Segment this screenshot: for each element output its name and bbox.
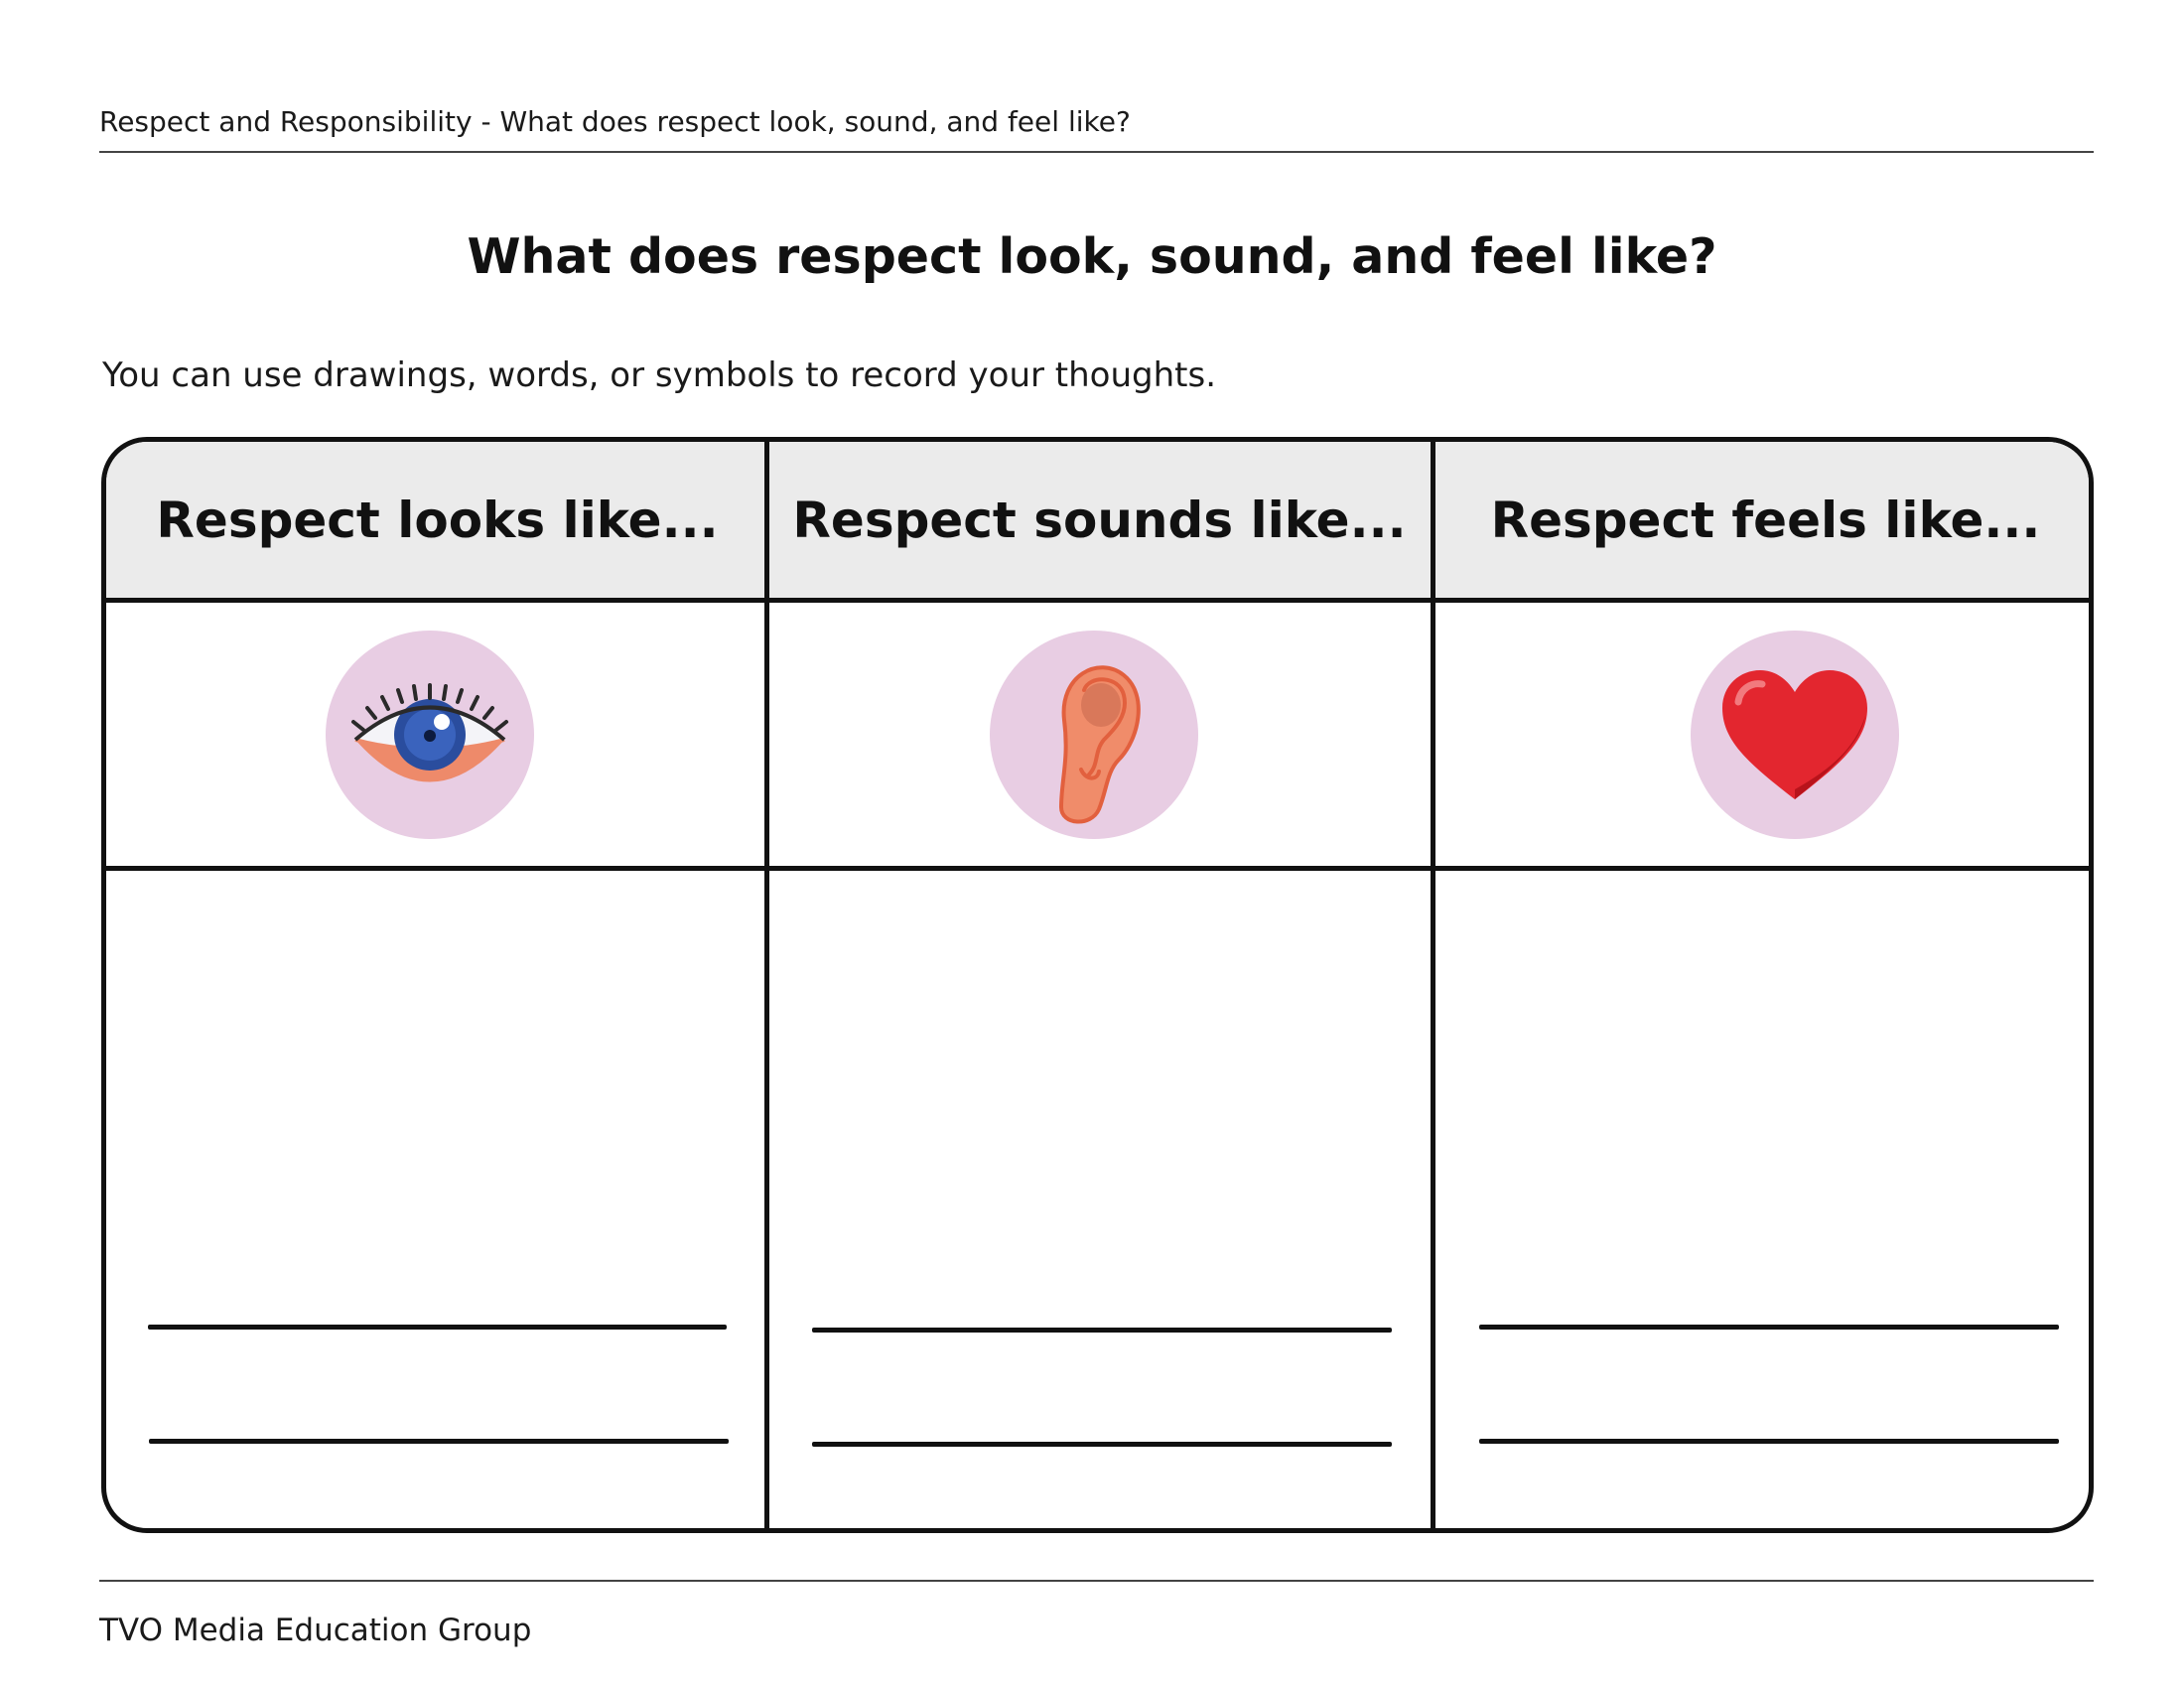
header-divider	[99, 151, 2094, 153]
column-heading-feels: Respect feels like...	[1490, 491, 2041, 549]
writing-line	[812, 1328, 1392, 1333]
icon-row-divider	[106, 866, 2089, 871]
footer-publisher: TVO Media Education Group	[99, 1613, 532, 1648]
writing-line	[149, 1439, 729, 1444]
page-title: What does respect look, sound, and feel like?	[467, 228, 1717, 285]
writing-line	[1479, 1439, 2059, 1444]
column-divider-2	[1431, 442, 1435, 1528]
writing-line	[812, 1442, 1392, 1447]
column-divider-1	[764, 442, 769, 1528]
column-heading-looks: Respect looks like...	[156, 491, 719, 549]
column-heading-sounds: Respect sounds like...	[792, 491, 1407, 549]
heart-icon	[1691, 631, 1899, 839]
running-header: Respect and Responsibility - What does respect look, sound, and feel like?	[99, 105, 1131, 138]
writing-line	[1479, 1325, 2059, 1330]
ear-icon	[990, 631, 1198, 839]
writing-line	[148, 1325, 727, 1330]
instructions-text: You can use drawings, words, or symbols to record your thoughts.	[102, 355, 1217, 395]
respect-chart-table	[101, 437, 2094, 1533]
footer-divider	[99, 1580, 2094, 1582]
eye-icon	[326, 631, 534, 839]
